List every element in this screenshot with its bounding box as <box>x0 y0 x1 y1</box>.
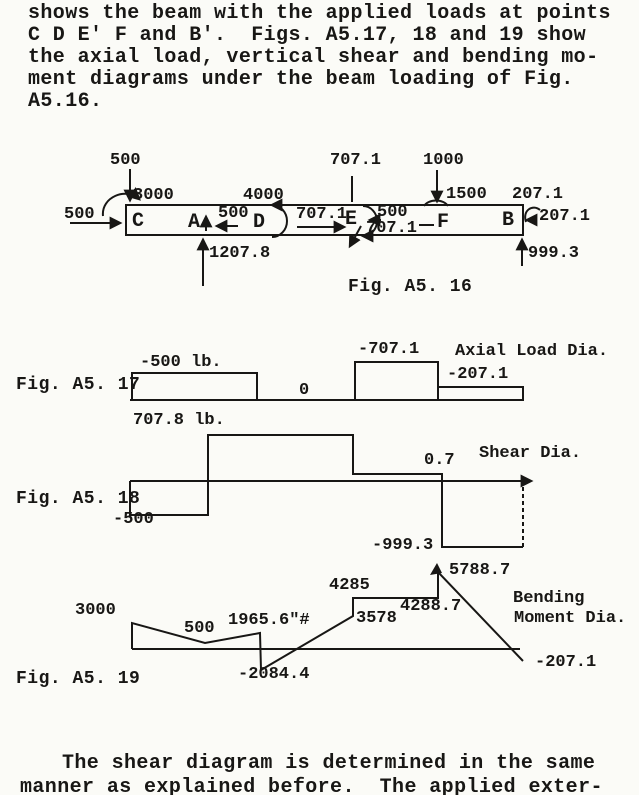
axial-value-cd: -500 lb. <box>140 353 222 372</box>
moment-label-c: 3000 <box>133 186 174 205</box>
shear-value-ae: 707.8 lb. <box>133 411 225 430</box>
axial-label-d: 500 <box>218 204 249 223</box>
axial-value-ef: -707.1 <box>358 340 420 359</box>
load-label-e-top: 707.1 <box>330 151 382 170</box>
point-label-c: C <box>132 210 145 233</box>
paragraph-line: A5.16. <box>28 90 103 113</box>
paragraph-line: C D E' F and B'. Figs. A5.17, 18 and 19 show <box>28 24 587 47</box>
moment-diagram-title-line1: Bending <box>513 589 585 608</box>
moment-peak-arrowhead <box>430 563 442 575</box>
moment-value-e-left: 3578 <box>356 609 397 628</box>
paragraph-line: ment diagrams under the beam loading of Fig. <box>28 68 574 91</box>
reaction-label-b: 999.3 <box>528 244 580 263</box>
load-label-f-top: 1000 <box>423 151 464 170</box>
paragraph-line: manner as explained before. The applied exter- <box>20 776 603 795</box>
point-label-a: A <box>188 211 201 234</box>
reaction-label-a: 1207.8 <box>209 244 271 263</box>
moment-label-d: 4000 <box>243 186 284 205</box>
point-label-b: B <box>502 209 515 232</box>
axial-diagram-title: Axial Load Dia. <box>455 342 609 361</box>
axial-value-fb: -207.1 <box>447 365 509 384</box>
moment-value-b: -207.1 <box>535 653 597 672</box>
axial-label-ef-500: 500 <box>377 203 408 222</box>
shear-diagram-title: Shear Dia. <box>479 444 582 463</box>
shear-value-ef: 0.7 <box>424 451 455 470</box>
moment-label-f: 1500 <box>446 185 487 204</box>
axial-box-ef <box>355 362 438 400</box>
point-label-e: E <box>345 208 358 231</box>
shear-diagram <box>130 435 531 547</box>
moment-value-d-left: 1965.6"# <box>228 611 310 630</box>
figure-caption-a517: Fig. A5. 17 <box>16 375 141 395</box>
figure-caption-a519: Fig. A5. 19 <box>16 669 141 689</box>
moment-value-c: 3000 <box>75 601 116 620</box>
paragraph-line: shows the beam with the applied loads at points <box>28 2 611 25</box>
moment-arc-d <box>272 205 287 237</box>
load-label-c-top: 500 <box>110 151 141 170</box>
axial-label-to-e: 707.1 <box>296 205 348 224</box>
axial-label-b: 207.1 <box>539 207 591 226</box>
moment-value-f-right: 5788.7 <box>449 561 511 580</box>
moment-diagram-title-line2: Moment Dia. <box>514 609 627 628</box>
figure-caption-a518: Fig. A5. 18 <box>16 489 141 509</box>
axial-box-fb <box>438 387 523 400</box>
moment-value-e-right: 4285 <box>329 576 370 595</box>
axial-label-ef-707: 707.1 <box>366 219 418 238</box>
figure-caption-a516: Fig. A5. 16 <box>348 277 473 297</box>
moment-value-dip: 500 <box>184 619 215 638</box>
shear-value-fb: -999.3 <box>372 536 434 555</box>
axial-value-de: 0 <box>299 381 310 400</box>
paragraph-line: the axial load, vertical shear and bending mo- <box>28 46 599 69</box>
moment-value-f-left: 4288.7 <box>400 597 462 616</box>
point-label-d: D <box>253 211 266 234</box>
paragraph-line: The shear diagram is determined in the same <box>62 752 596 775</box>
axial-box-cd <box>132 373 257 400</box>
shear-value-ca: -500 <box>113 510 154 529</box>
point-label-f: F <box>437 211 450 234</box>
moment-value-d-right: -2084.4 <box>238 665 310 684</box>
axial-label-c: 500 <box>64 205 95 224</box>
shear-trace <box>130 435 523 547</box>
load-label-b-top: 207.1 <box>512 185 564 204</box>
